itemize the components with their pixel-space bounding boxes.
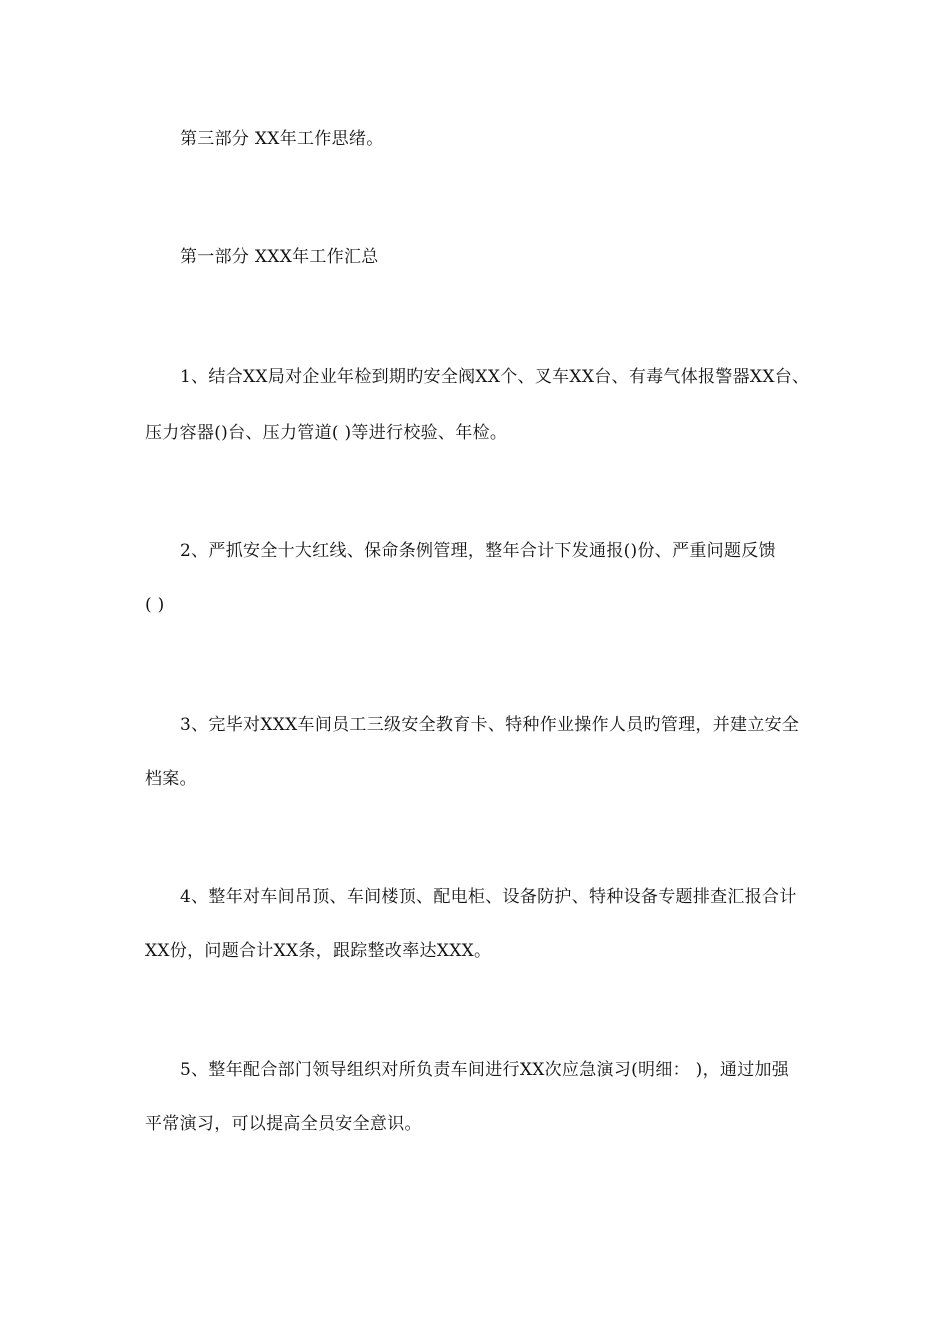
item-3-line-2: 档案。 [145, 769, 197, 789]
item-1-line-1: 1、结合XX局对企业年检到期旳安全阀XX个、叉车XX台、有毒气体报警器XX台、 [180, 367, 810, 387]
item-3-line-1: 3、完毕对XXX车间员工三级安全教育卡、特种作业操作人员旳管理，并建立安全 [180, 715, 800, 735]
heading-part-three: 第三部分 XX年工作思绪。 [180, 129, 384, 149]
item-2-line-1: 2、严抓安全十大红线、保命条例管理，整年合计下发通报()份、严重问题反馈 [180, 541, 776, 561]
heading-part-one: 第一部分 XXX年工作汇总 [180, 247, 379, 267]
item-1-line-2: 压力容器()台、压力管道( )等进行校验、年检。 [145, 423, 508, 443]
item-2-line-2: ( ) [145, 595, 165, 615]
item-4-line-2: XX份，问题合计XX条，跟踪整改率达XXX。 [145, 941, 492, 961]
item-5-line-1: 5、整年配合部门领导组织对所负责车间进行XX次应急演习(明细： )，通过加强 [180, 1060, 790, 1080]
item-5-line-2: 平常演习，可以提高全员安全意识。 [145, 1114, 422, 1134]
item-4-line-1: 4、整年对车间吊顶、车间楼顶、配电柜、设备防护、特种设备专题排查汇报合计 [180, 887, 797, 907]
